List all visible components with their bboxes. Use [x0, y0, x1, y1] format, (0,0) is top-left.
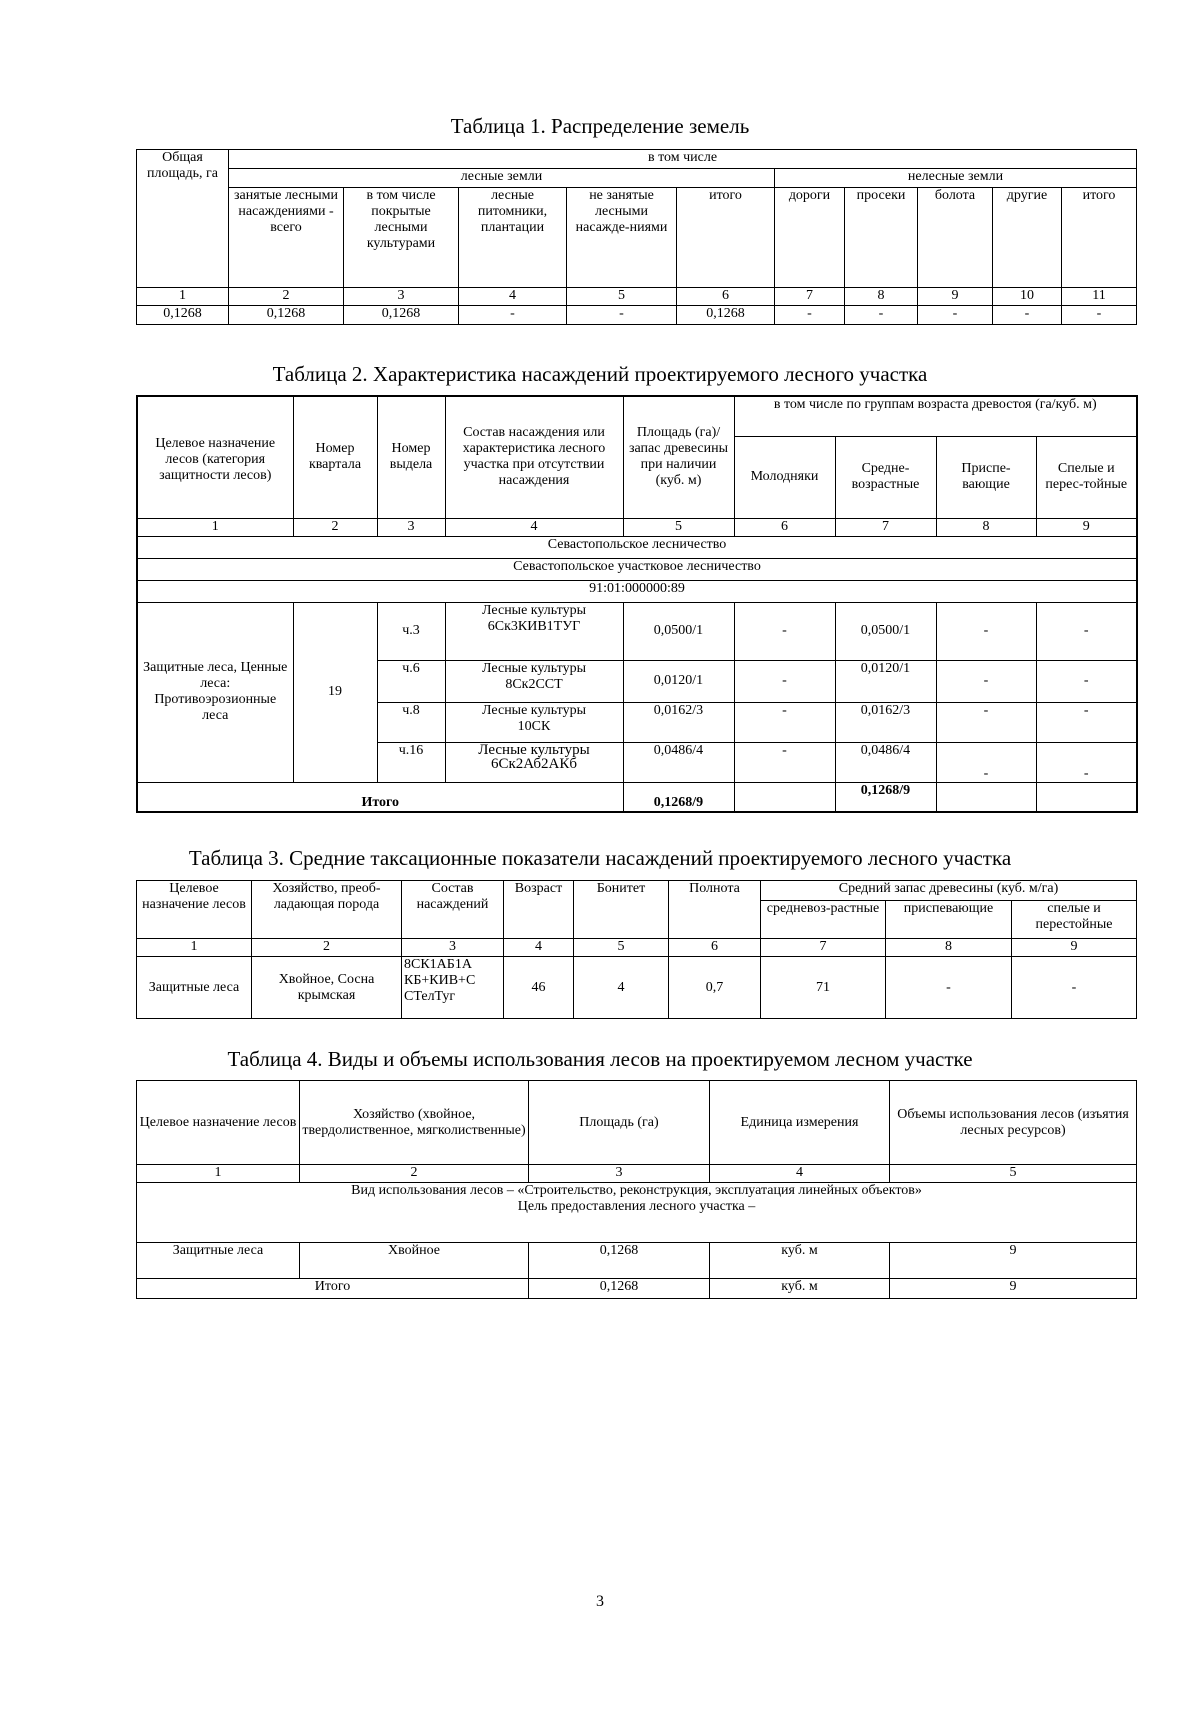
t3-header-purpose: Целевое назначение лесов — [137, 881, 252, 939]
table2-stands-characteristics — [136, 395, 1138, 813]
t1-col-number: 7 — [775, 288, 845, 306]
t2-col-number: 2 — [293, 518, 377, 536]
t4-col-number: 4 — [710, 1165, 890, 1183]
t2-col-number: 7 — [835, 518, 936, 536]
t4-col-number: 1 — [137, 1165, 300, 1183]
t1-header-col: занятые лесными насаждениями - всего — [229, 188, 344, 288]
t3-purpose-cell: Защитные леса — [137, 957, 252, 1019]
t1-cell: - — [918, 306, 993, 325]
t2-composition-cell: Лесные культуры 8Ск2ССТ — [445, 660, 623, 702]
t3-composition-cell: 8СК1АБ1А КБ+КИВ+С СТелТуг — [402, 957, 504, 1019]
t2-forestry: Севастопольское лесничество — [137, 536, 1137, 558]
t1-col-number: 11 — [1062, 288, 1137, 306]
t2-total-young — [734, 782, 835, 812]
t2-total-middle-aged: 0,1268/9 — [835, 782, 936, 812]
t4-purpose-cell: Защитные леса — [137, 1243, 300, 1279]
page-number: 3 — [596, 1593, 604, 1610]
t2-middle-aged-cell: 0,0120/1 — [835, 660, 936, 702]
t4-area-cell: 0,1268 — [529, 1243, 710, 1279]
t2-young-cell: - — [734, 742, 835, 782]
t2-plot-cell: ч.8 — [377, 702, 445, 742]
t2-header-quarter: Номер квартала — [293, 396, 377, 518]
t3-header-middle-aged: средневоз-растные — [761, 901, 886, 939]
t2-middle-aged-cell: 0,0486/4 — [835, 742, 936, 782]
t1-header-col: лесные питомники, плантации — [459, 188, 567, 288]
t2-header-age-groups: в том числе по группам возраста древостоя (га/куб. м) — [734, 396, 1137, 436]
t2-young-cell: - — [734, 602, 835, 660]
t2-ripening-cell: - — [936, 742, 1036, 782]
t1-cell: 0,1268 — [229, 306, 344, 325]
t1-col-number: 8 — [845, 288, 918, 306]
t4-header-unit: Единица измерения — [710, 1081, 890, 1165]
t2-purpose-cell: Защитные леса, Ценные леса: Противоэрозионные леса — [137, 602, 293, 782]
t3-col-number: 6 — [669, 939, 761, 957]
t4-header-area: Площадь (га) — [529, 1081, 710, 1165]
t3-middle-aged-cell: 71 — [761, 957, 886, 1019]
t2-plot-cell: ч.6 — [377, 660, 445, 702]
t2-middle-aged-cell: 0,0500/1 — [835, 602, 936, 660]
t1-header-col: не занятые лесными насажде-ниями — [567, 188, 677, 288]
t3-farm-cell: Хвойное, Сосна крымская — [252, 957, 402, 1019]
t2-header-area: Площадь (га)/ запас древесины при наличии (куб. м) — [623, 396, 734, 518]
table1-land-distribution — [136, 149, 1137, 325]
t2-quarter-cell: 19 — [293, 602, 377, 782]
t3-header-age: Возраст — [504, 881, 574, 939]
t2-mature-cell: - — [1036, 742, 1137, 782]
t2-total-area: 0,1268/9 — [623, 782, 734, 812]
t2-mature-cell: - — [1036, 702, 1137, 742]
t3-col-number: 7 — [761, 939, 886, 957]
t2-total-mature — [1036, 782, 1137, 812]
t1-col-number: 3 — [344, 288, 459, 306]
t3-header-density: Полнота — [669, 881, 761, 939]
t4-unit-cell: куб. м — [710, 1243, 890, 1279]
t2-plot-cell: ч.3 — [377, 602, 445, 660]
t1-header-col: дороги — [775, 188, 845, 288]
t3-ripening-cell: - — [886, 957, 1012, 1019]
t2-col-number: 9 — [1036, 518, 1137, 536]
t3-header-ripening: приспевающие — [886, 901, 1012, 939]
t2-plot-cell: ч.16 — [377, 742, 445, 782]
t4-total-unit: куб. м — [710, 1279, 890, 1299]
t1-cell: 0,1268 — [344, 306, 459, 325]
t4-use-goal: Цель предоставления лесного участка – — [517, 1199, 756, 1214]
t1-cell: - — [775, 306, 845, 325]
t3-col-number: 2 — [252, 939, 402, 957]
t2-header-purpose: Целевое назначение лесов (категория защитности лесов) — [137, 396, 293, 518]
table3-title: Таблица 3. Средние таксационные показатели насаждений проектируемого лесного участка — [188, 846, 1012, 870]
t2-total-ripening — [936, 782, 1036, 812]
t3-col-number: 8 — [886, 939, 1012, 957]
t2-col-number: 3 — [377, 518, 445, 536]
t1-header-col: болота — [918, 188, 993, 288]
t1-cell: - — [459, 306, 567, 325]
t4-header-volume: Объемы использования лесов (изъятия лесных ресурсов) — [890, 1081, 1137, 1165]
t1-cell: 0,1268 — [677, 306, 775, 325]
t2-area-cell: 0,0120/1 — [623, 660, 734, 702]
table2-title: Таблица 2. Характеристика насаждений проектируемого лесного участка — [272, 362, 928, 386]
t1-header-nonforest-lands: нелесные земли — [775, 169, 1137, 188]
t2-header-composition: Состав насаждения или характеристика лесного участка при отсутствии насаждения — [445, 396, 623, 518]
table1-title: Таблица 1. Распределение земель — [450, 114, 750, 138]
t2-composition-cell: Лесные культуры 10СК — [445, 702, 623, 742]
t4-col-number: 5 — [890, 1165, 1137, 1183]
t2-header-mature: Спелые и перес-тойные — [1036, 436, 1137, 518]
t2-header-ripening: Приспе-вающие — [936, 436, 1036, 518]
t3-col-number: 5 — [574, 939, 669, 957]
t1-col-number: 1 — [137, 288, 229, 306]
t3-col-number: 1 — [137, 939, 252, 957]
table4-title: Таблица 4. Виды и объемы использования лесов на проектируемом лесном участке — [227, 1047, 973, 1071]
t2-area-cell: 0,0500/1 — [623, 602, 734, 660]
t2-col-number: 1 — [137, 518, 293, 536]
t4-use-type: Вид использования лесов – «Строительство, реконструкция, эксплуатация линейных объектов» — [351, 1183, 922, 1198]
t1-col-number: 5 — [567, 288, 677, 306]
t2-district-forestry: Севастопольское участковое лесничество — [137, 558, 1137, 580]
t3-col-number: 9 — [1012, 939, 1137, 957]
t2-col-number: 4 — [445, 518, 623, 536]
table3-average-indicators — [136, 880, 1137, 1019]
t2-composition-cell: Лесные культуры 6Ск2Аб2АКб — [445, 742, 623, 782]
t2-ripening-cell: - — [936, 660, 1036, 702]
t2-header-plot: Номер выдела — [377, 396, 445, 518]
t1-cell: 0,1268 — [137, 306, 229, 325]
t2-header-middle-aged: Средне-возрастные — [835, 436, 936, 518]
t2-area-cell: 0,0162/3 — [623, 702, 734, 742]
t3-col-number: 3 — [402, 939, 504, 957]
t1-cell: - — [993, 306, 1062, 325]
t3-header-bonitet: Бонитет — [574, 881, 669, 939]
t4-header-purpose: Целевое назначение лесов — [137, 1081, 300, 1165]
t3-header-mature: спелые и перестойные — [1012, 901, 1137, 939]
t1-col-number: 9 — [918, 288, 993, 306]
t4-volume-cell: 9 — [890, 1243, 1137, 1279]
t1-header-forest-lands: лесные земли — [229, 169, 775, 188]
t1-cell: - — [567, 306, 677, 325]
t3-header-stock: Средний запас древесины (куб. м/га) — [761, 881, 1137, 901]
t1-header-col: в том числе покрытые лесными культурами — [344, 188, 459, 288]
t2-mature-cell: - — [1036, 660, 1137, 702]
t1-col-number: 4 — [459, 288, 567, 306]
t3-mature-cell: - — [1012, 957, 1137, 1019]
t1-header-col: просеки — [845, 188, 918, 288]
t4-header-farm: Хозяйство (хвойное, твердолиственное, мягколиственные) — [300, 1081, 529, 1165]
table4-forest-use — [136, 1080, 1137, 1299]
t1-header-col: итого — [677, 188, 775, 288]
t3-density-cell: 0,7 — [669, 957, 761, 1019]
t2-ripening-cell: - — [936, 702, 1036, 742]
t1-col-number: 6 — [677, 288, 775, 306]
t4-total-area: 0,1268 — [529, 1279, 710, 1299]
t1-cell: - — [1062, 306, 1137, 325]
t1-col-number: 2 — [229, 288, 344, 306]
t3-col-number: 4 — [504, 939, 574, 957]
t4-total-volume: 9 — [890, 1279, 1137, 1299]
t2-young-cell: - — [734, 660, 835, 702]
t3-age-cell: 46 — [504, 957, 574, 1019]
t4-total-label: Итого — [137, 1279, 529, 1299]
t3-bonitet-cell: 4 — [574, 957, 669, 1019]
t4-use-description — [137, 1183, 1137, 1243]
t1-header-total-area: Общая площадь, га — [137, 150, 229, 288]
t2-mature-cell: - — [1036, 602, 1137, 660]
t2-col-number: 8 — [936, 518, 1036, 536]
t3-header-composition: Состав насаждений — [402, 881, 504, 939]
t2-area-cell: 0,0486/4 — [623, 742, 734, 782]
t2-middle-aged-cell: 0,0162/3 — [835, 702, 936, 742]
t1-header-including: в том числе — [229, 150, 1137, 169]
t4-farm-cell: Хвойное — [300, 1243, 529, 1279]
t4-col-number: 2 — [300, 1165, 529, 1183]
t2-col-number: 5 — [623, 518, 734, 536]
t2-col-number: 6 — [734, 518, 835, 536]
t2-ripening-cell: - — [936, 602, 1036, 660]
t1-header-col: другие — [993, 188, 1062, 288]
t2-cadastral-number: 91:01:000000:89 — [137, 580, 1137, 602]
t2-young-cell: - — [734, 702, 835, 742]
t2-composition-cell: Лесные культуры 6Ск3КИВ1ТУГ — [445, 602, 623, 660]
t3-header-farm: Хозяйство, преоб-ладающая порода — [252, 881, 402, 939]
t1-cell: - — [845, 306, 918, 325]
t1-col-number: 10 — [993, 288, 1062, 306]
t4-col-number: 3 — [529, 1165, 710, 1183]
t2-total-label: Итого — [137, 782, 623, 812]
t1-header-col: итого — [1062, 188, 1137, 288]
t2-header-young: Молодняки — [734, 436, 835, 518]
